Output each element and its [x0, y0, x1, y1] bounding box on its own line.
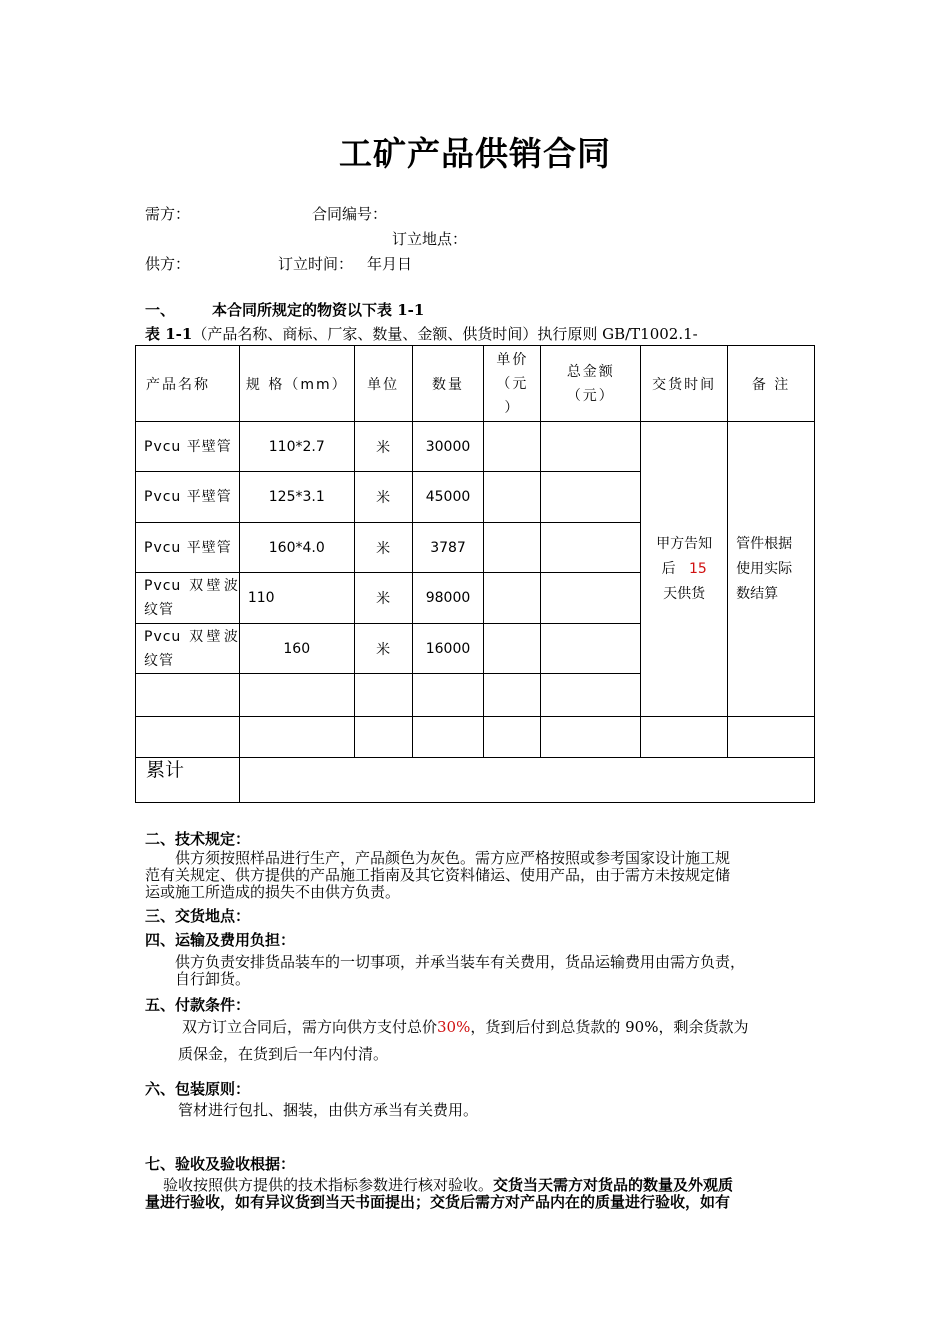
sign-place-label: 订立地点： [392, 230, 468, 248]
delivery-time-cell [641, 422, 728, 717]
section4-heading: 四、运输及费用负担： [145, 931, 296, 949]
table-total-row [136, 758, 815, 803]
row-spec: 110 [239, 573, 354, 624]
section5-line1-c: ，货到后付到总货款的 90%，剩余货款为 [470, 1018, 749, 1036]
section3-heading: 三、交货地点： [145, 907, 251, 925]
table-caption [145, 323, 698, 344]
row-spec: 110*2.7 [239, 422, 354, 472]
row-qty: 3787 [412, 523, 484, 573]
empty-cell [136, 717, 240, 758]
down-payment-percent: 30% [437, 1018, 471, 1036]
row-qty: 30000 [412, 422, 484, 472]
empty-cell [239, 674, 354, 717]
header-delivery-time: 交货时间 [641, 346, 728, 422]
delivery-l2-text: 后 [661, 560, 676, 577]
row-unit: 米 [354, 472, 412, 523]
row-unit: 米 [354, 573, 412, 624]
delivery-l2 [641, 557, 727, 582]
row-unit: 米 [354, 523, 412, 573]
header-unit-price-l2: （元 [496, 375, 529, 392]
header-unit-price-l3: ） [504, 399, 521, 416]
row-spec: 160*4.0 [239, 523, 354, 573]
buyer-label: 需方： [145, 205, 191, 223]
table-row-empty [136, 717, 815, 758]
row-unit-price [484, 422, 541, 472]
empty-cell [641, 717, 728, 758]
section7-line1-b: 交货当天需方对货品的数量及外观质 [493, 1176, 734, 1194]
header-qty: 数量 [412, 346, 484, 422]
section7-line2: 量进行验收，如有异议货到当天书面提出；交货后需方对产品内在的质量进行验收，如有 [145, 1193, 731, 1211]
total-value-cell [239, 758, 814, 803]
remark-cell [728, 422, 815, 717]
row-product-name: Pvcu 平壁管 [136, 422, 240, 472]
row-total-amount [541, 624, 641, 674]
header-unit-price [484, 346, 541, 422]
empty-cell [412, 674, 484, 717]
empty-cell [412, 717, 484, 758]
row-spec: 125*3.1 [239, 472, 354, 523]
empty-cell [541, 674, 641, 717]
header-unit: 单位 [354, 346, 412, 422]
header-total-l1: 总金额 [566, 363, 615, 380]
table-caption-text: （产品名称、商标、厂家、数量、金额、供货时间）执行原则 GB/T1002.1- [192, 325, 698, 343]
section1-heading: 本合同所规定的物资以下表 1-1 [212, 301, 425, 319]
empty-cell [484, 717, 541, 758]
row-total-amount [541, 472, 641, 523]
row-qty: 16000 [412, 624, 484, 674]
header-product-name: 产品名称 [136, 346, 240, 422]
section4-line1: 供方负责安排货品装车的一切事项，并承当装车有关费用，货品运输费用由需方负责， [175, 953, 746, 971]
section4-line2: 自行卸货。 [175, 970, 251, 988]
sign-date: 年月日 [367, 255, 413, 273]
remark-l1: 管件根据 [736, 535, 793, 552]
section2-line2: 范有关规定、供方提供的产品施工指南及其它资料储运、使用产品，由于需方未按规定储 [145, 866, 731, 884]
row-qty: 45000 [412, 472, 484, 523]
section6-heading: 六、包装原则： [145, 1080, 251, 1098]
row-product-name: Pvcu 平壁管 [136, 472, 240, 523]
row-unit-price [484, 523, 541, 573]
sign-time-label: 订立时间： [278, 255, 354, 273]
seller-label: 供方： [145, 255, 191, 273]
total-label: 累计 [136, 758, 240, 803]
row-spec: 160 [239, 624, 354, 674]
section5-line2: 质保金，在货到后一年内付清。 [178, 1045, 389, 1063]
section7-line1 [163, 1177, 733, 1194]
contract-no-label: 合同编号： [312, 205, 388, 223]
empty-cell [484, 674, 541, 717]
row-unit-price [484, 573, 541, 624]
empty-cell [354, 674, 412, 717]
section1-num: 一、 [145, 301, 176, 319]
row-unit-price [484, 624, 541, 674]
table-caption-label: 表 1-1 [145, 325, 193, 343]
header-spec: 规 格（mm） [239, 346, 354, 422]
section5-line1 [182, 1019, 748, 1036]
row-unit: 米 [354, 624, 412, 674]
empty-cell [354, 717, 412, 758]
empty-cell [239, 717, 354, 758]
header-total-amount [541, 346, 641, 422]
row-product-name: Pvcu 双壁波纹管 [136, 624, 240, 674]
contract-title: 工矿产品供销合同 [339, 134, 611, 173]
empty-cell [136, 674, 240, 717]
delivery-l3: 天供货 [663, 585, 706, 602]
header-remark: 备 注 [728, 346, 815, 422]
row-qty: 98000 [412, 573, 484, 624]
section2-line3: 运或施工所造成的损失不由供方负责。 [145, 883, 401, 901]
empty-cell [541, 717, 641, 758]
empty-cell [728, 717, 815, 758]
row-unit: 米 [354, 422, 412, 472]
header-unit-price-l1: 单价 [496, 351, 529, 368]
remark-l2: 使用实际 [736, 560, 793, 577]
header-total-l2: （元） [566, 387, 615, 404]
row-total-amount [541, 523, 641, 573]
section5-line1-a: 双方订立合同后，需方向供方支付总价 [182, 1018, 438, 1036]
row-total-amount [541, 573, 641, 624]
goods-table [135, 345, 815, 803]
section6-line1: 管材进行包扎、捆装，由供方承当有关费用。 [178, 1101, 479, 1119]
section2-heading: 二、技术规定： [145, 830, 251, 848]
row-product-name: Pvcu 双壁波纹管 [136, 573, 240, 624]
delivery-days: 15 [688, 560, 707, 577]
section7-line1-a: 验收按照供方提供的技术指标参数进行核对验收。 [163, 1176, 494, 1194]
delivery-l1: 甲方告知 [656, 535, 713, 552]
row-product-name: Pvcu 平壁管 [136, 523, 240, 573]
row-unit-price [484, 472, 541, 523]
table-header-row [136, 346, 815, 422]
remark-l3: 数结算 [736, 585, 779, 602]
section5-heading: 五、付款条件： [145, 996, 251, 1014]
table-row [136, 422, 815, 472]
section7-heading: 七、验收及验收根据： [145, 1155, 296, 1173]
section2-line1: 供方须按照样品进行生产，产品颜色为灰色。需方应严格按照或参考国家设计施工规 [175, 849, 731, 867]
row-total-amount [541, 422, 641, 472]
